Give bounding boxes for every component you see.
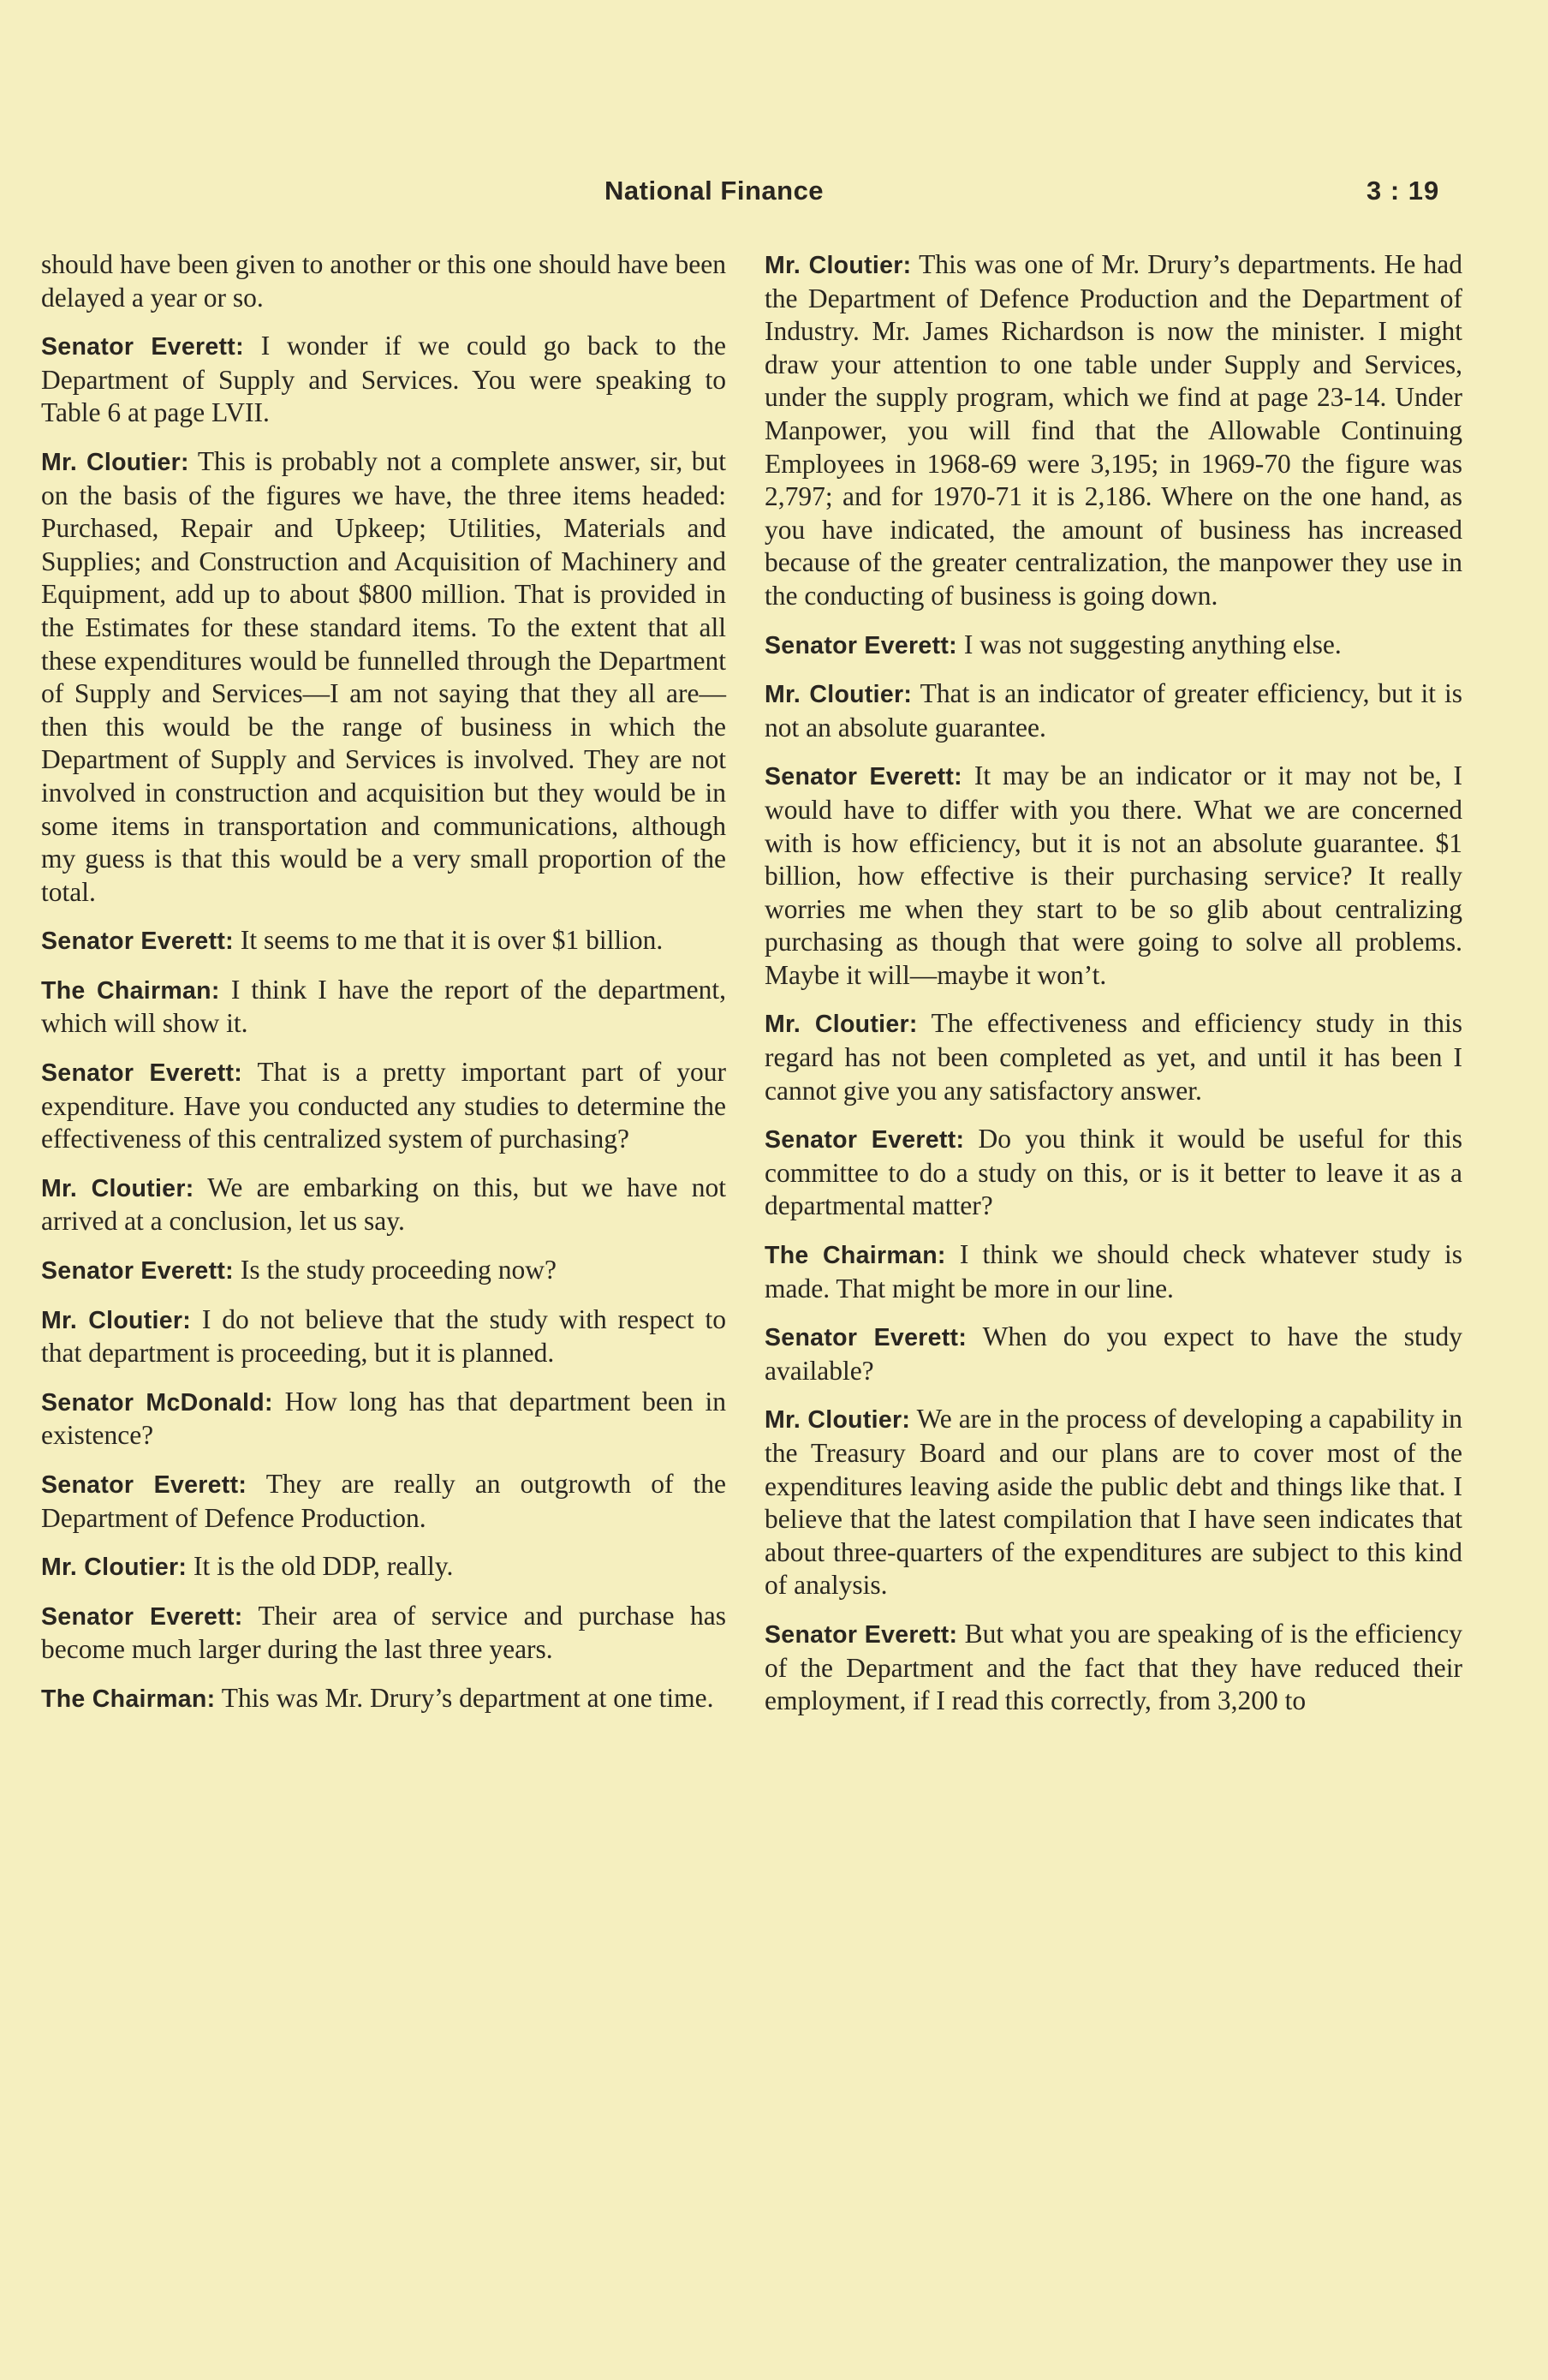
speech-text: It seems to me that it is over $1 billion. bbox=[240, 925, 664, 956]
transcript-paragraph bbox=[765, 1238, 1462, 1305]
transcript-paragraph bbox=[41, 1600, 726, 1667]
transcript-paragraph bbox=[765, 1007, 1462, 1107]
speaker-name: Mr. Cloutier: bbox=[41, 1554, 188, 1582]
transcript-paragraph bbox=[41, 1303, 726, 1370]
right-column bbox=[765, 248, 1462, 1733]
speech-text: Is the study proceeding now? bbox=[240, 1255, 557, 1285]
speaker-name: Senator McDonald: bbox=[41, 1388, 273, 1417]
speech-text: When do you expect to have the study available? bbox=[765, 1321, 1462, 1386]
speech-text: It may be an indicator or it may not be, I would have to differ with you there. What we are concerned with is how efficiency, but it is not an absolute guarantee. $1 billion, how effective is their purchasing service? It really worries me when they start to be so glib about centralizing purchasing as though that were going to solve all problems. Maybe it will—maybe it won’t. bbox=[765, 761, 1463, 990]
speaker-name: The Chairman: bbox=[41, 976, 220, 1005]
transcript-paragraph bbox=[765, 760, 1462, 992]
transcript-paragraph bbox=[41, 445, 726, 909]
speech-text: I do not believe that the study with respect to that department is proceeding, but it is planned. bbox=[41, 1303, 727, 1369]
speaker-name: Mr. Cloutier: bbox=[41, 1306, 192, 1334]
transcript-paragraph bbox=[765, 1403, 1462, 1602]
speaker-name: Senator Everett: bbox=[41, 1602, 243, 1631]
speaker-name: Senator Everett: bbox=[765, 1620, 958, 1649]
speaker-name: Senator Everett: bbox=[41, 1059, 243, 1088]
speech-text: This is probably not a complete answer, sir, but on the basis of the figures we have, the three items headed: Purchased, Repair and Upkeep; Utilities, Materials and Supplies; and Construction and Acquisition of Machinery and Equipment, add up to about $800 million. That is provided in the Estimates for these standard items. To the extent that all these expenditures would be funnelled through the Department of Supply and Services—I am not saying that they all are—then this would be the range of business in which the Department of Supply and Services is involved. They are not involved in construction and acquisition but they would be in some items in transportation and communications, although my guess is that this would be a very small proportion of the total. bbox=[41, 445, 727, 907]
transcript-paragraph bbox=[765, 1123, 1462, 1223]
transcript-paragraph bbox=[41, 1386, 726, 1452]
speech-text: I think I have the report of the department, which will show it. bbox=[41, 974, 726, 1039]
speech-text: I wonder if we could go back to the Department of Supply and Services. You were speaking to Table 6 at page LVII. bbox=[41, 331, 727, 428]
transcript-paragraph bbox=[765, 629, 1462, 663]
transcript-paragraph bbox=[41, 248, 726, 314]
speech-text: They are really an outgrowth of the Department of Defence Production. bbox=[41, 1469, 727, 1533]
transcript-paragraph bbox=[41, 1682, 726, 1716]
speaker-name: Mr. Cloutier: bbox=[41, 448, 189, 476]
speaker-name: The Chairman: bbox=[765, 1242, 946, 1270]
speaker-name: Senator Everett: bbox=[765, 631, 957, 659]
transcript-paragraph bbox=[41, 1056, 726, 1156]
speech-text: Do you think it would be useful for this committee to do a study on this, or is it better to leave it as a departmental matter? bbox=[765, 1124, 1463, 1221]
speech-text: We are embarking on this, but we have not arrived at a conclusion, let us say. bbox=[41, 1172, 726, 1237]
transcript-paragraph bbox=[765, 1321, 1462, 1387]
speech-text: I was not suggesting anything else. bbox=[963, 629, 1342, 659]
speech-text: How long has that department been in existence? bbox=[41, 1386, 726, 1451]
transcript-paragraph bbox=[41, 1254, 726, 1288]
speaker-name: Senator Everett: bbox=[765, 1324, 968, 1352]
transcript-paragraph bbox=[41, 1550, 726, 1584]
transcript-paragraph bbox=[41, 1468, 726, 1535]
speaker-name: Mr. Cloutier: bbox=[765, 681, 913, 709]
speaker-name: Senator Everett: bbox=[41, 928, 234, 956]
transcript-paragraph bbox=[765, 248, 1462, 613]
speaker-name: Senator Everett: bbox=[41, 333, 244, 361]
transcript-paragraph bbox=[765, 1618, 1462, 1718]
speech-text: Their area of service and purchase has become much larger during the last three years. bbox=[41, 1600, 726, 1665]
speech-text: This was Mr. Drury’s department at one time. bbox=[221, 1682, 714, 1713]
transcript-paragraph bbox=[41, 924, 726, 958]
speech-text: That is a pretty important part of your expenditure. Have you conducted any studies to determine the effectiveness of this centralized system of purchasing? bbox=[41, 1057, 726, 1154]
speech-text: should have been given to another or this one should have been delayed a year or so. bbox=[41, 249, 726, 313]
transcript-paragraph bbox=[41, 974, 726, 1041]
speech-text: This was one of Mr. Drury’s departments. He had the Department of Defence Production and the Department of Industry. Mr. James Richardson is now the minister. I might draw your attention to one table under Supply and Services, under the supply program, which we find at page 23-14. Under Manpower, you will find that the Allowable Continuing Employees in 1968-69 were 3,195; in 1969-70 the figure was 2,797; and for 1970-71 it is 2,186. Where on the one hand, as you have indicated, the amount of business has increased because of the greater centralization, the manpower they use in the conducting of business is going down. bbox=[765, 249, 1463, 611]
speech-text: It is the old DDP, really. bbox=[194, 1551, 454, 1582]
speaker-name: The Chairman: bbox=[41, 1685, 216, 1713]
speaker-name: Senator Everett: bbox=[765, 1126, 965, 1154]
speech-text: That is an indicator of greater efficiency, but it is not an absolute guarantee. bbox=[765, 678, 1463, 743]
speaker-name: Senator Everett: bbox=[765, 763, 962, 791]
speaker-name: Mr. Cloutier: bbox=[765, 252, 912, 279]
running-title: National Finance bbox=[604, 176, 825, 206]
speech-text: We are in the process of developing a capability in the Treasury Board and our plans are to cover most of the expenditures leaving aside the public debt and things like that. I believe that the latest compilation that I have seen indicates that about three-quarters of the expenditures are subject to this kind of analysis. bbox=[765, 1404, 1462, 1601]
speaker-name: Senator Everett: bbox=[41, 1471, 247, 1499]
transcript-paragraph bbox=[765, 677, 1462, 744]
speaker-name: Senator Everett: bbox=[41, 1257, 234, 1285]
page-header bbox=[0, 176, 1548, 218]
speaker-name: Mr. Cloutier: bbox=[765, 1406, 911, 1435]
speech-text: I think we should check whatever study is made. That might be more in our line. bbox=[765, 1239, 1462, 1303]
speech-text: The effectiveness and efficiency study in this regard has not been completed as yet, and until it has been I cannot give you any satisfactory answer. bbox=[765, 1008, 1462, 1106]
page-number: 3 : 19 bbox=[1366, 176, 1440, 206]
speaker-name: Mr. Cloutier: bbox=[765, 1011, 918, 1039]
speaker-name: Mr. Cloutier: bbox=[41, 1174, 194, 1202]
transcript-paragraph bbox=[41, 330, 726, 430]
transcript-paragraph bbox=[41, 1172, 726, 1238]
speech-text: But what you are speaking of is the efficiency of the Department and the fact that they have reduced their employment, if I read this correctly, from 3,200 to bbox=[765, 1618, 1463, 1716]
left-column bbox=[41, 248, 726, 1732]
